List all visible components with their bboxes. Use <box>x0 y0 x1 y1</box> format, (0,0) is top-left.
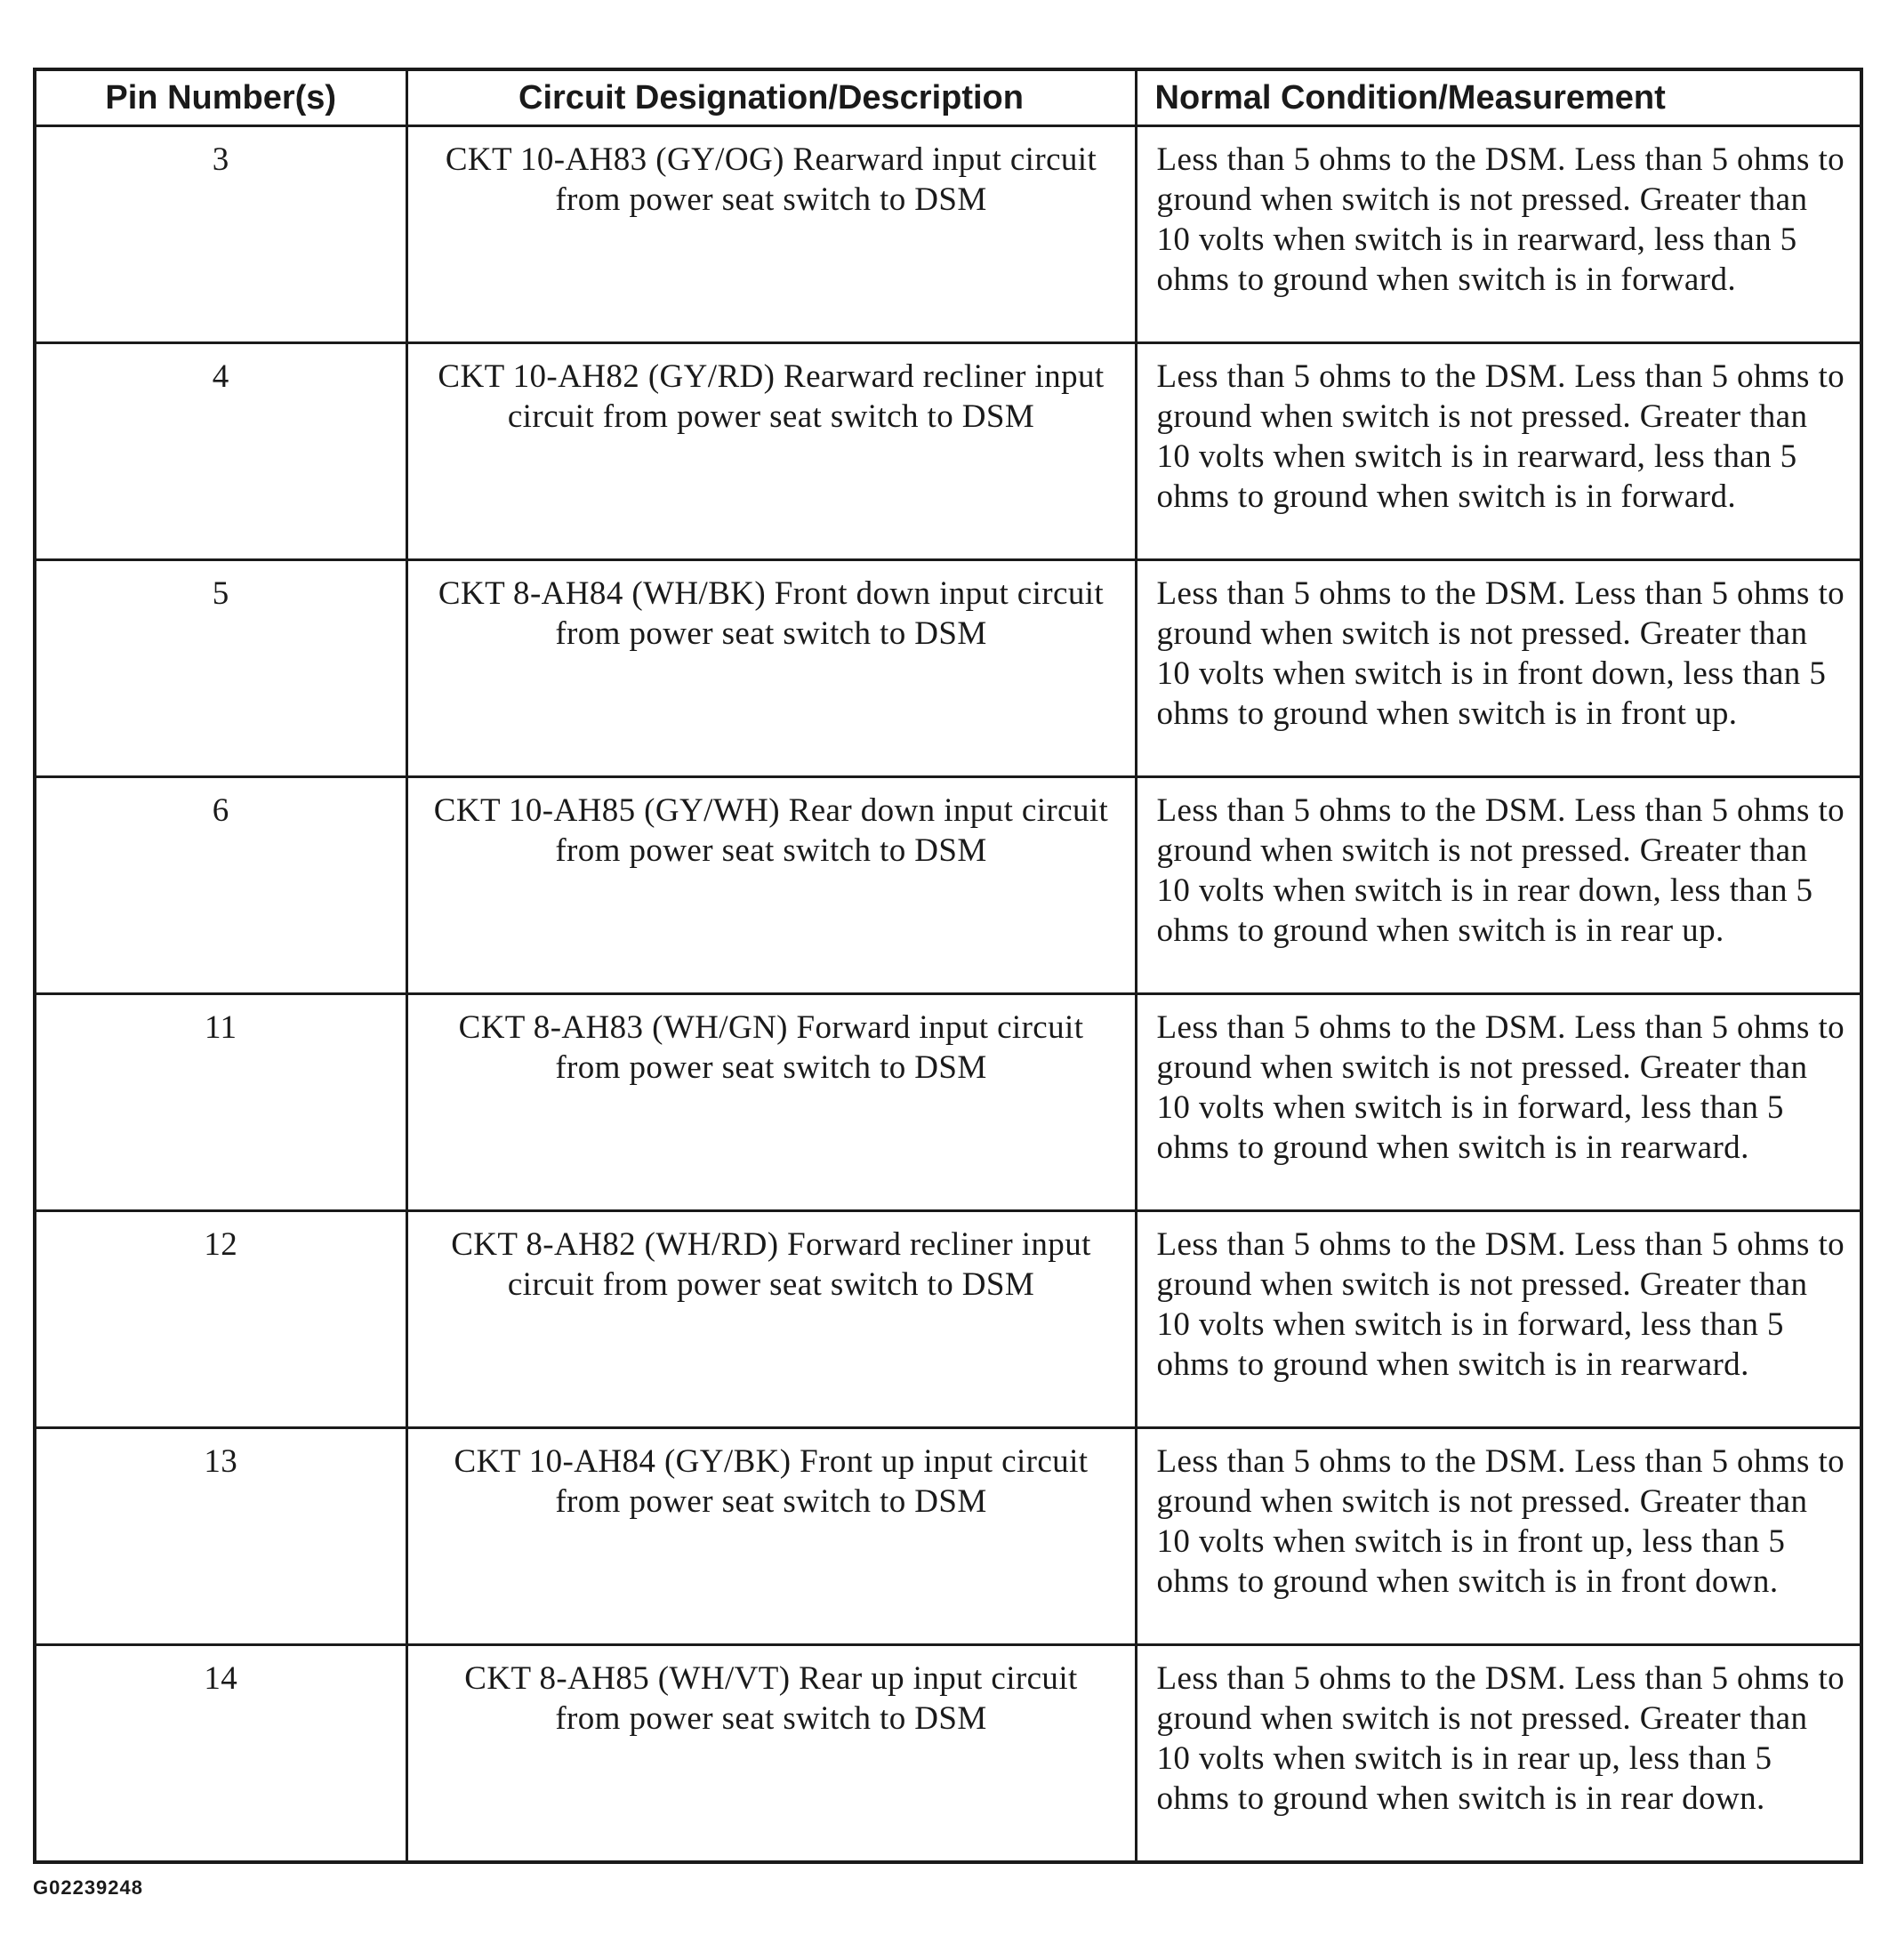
table-row <box>35 126 1861 343</box>
table-row <box>35 1211 1861 1428</box>
normal-condition: Less than 5 ohms to the DSM. Less than 5 ohms to ground when switch is not pressed. Greater than 10 volts when switch is in rearward, less than 5 ohms to ground when switch is in forward. <box>1136 343 1861 560</box>
table-row <box>35 994 1861 1211</box>
table-row <box>35 1645 1861 1862</box>
normal-condition: Less than 5 ohms to the DSM. Less than 5 ohms to ground when switch is not pressed. Greater than 10 volts when switch is in rear down, less than 5 ohms to ground when switch is in rear up. <box>1136 777 1861 994</box>
normal-condition: Less than 5 ohms to the DSM. Less than 5 ohms to ground when switch is not pressed. Greater than 10 volts when switch is in front up, less than 5 ohms to ground when switch is in front down. <box>1136 1428 1861 1645</box>
pin-number: 5 <box>35 560 406 777</box>
header-pin-numbers: Pin Number(s) <box>35 69 406 126</box>
table-row <box>35 343 1861 560</box>
pin-number: 3 <box>35 126 406 343</box>
normal-condition: Less than 5 ohms to the DSM. Less than 5 ohms to ground when switch is not pressed. Greater than 10 volts when switch is in forward, less than 5 ohms to ground when switch is in rearward. <box>1136 1211 1861 1428</box>
pinout-table-container <box>33 68 1860 1864</box>
pin-number: 13 <box>35 1428 406 1645</box>
figure-id: G02239248 <box>33 1876 143 1899</box>
circuit-description: CKT 10-AH84 (GY/BK) Front up input circuit from power seat switch to DSM <box>406 1428 1136 1645</box>
circuit-description: CKT 8-AH83 (WH/GN) Forward input circuit from power seat switch to DSM <box>406 994 1136 1211</box>
normal-condition: Less than 5 ohms to the DSM. Less than 5 ohms to ground when switch is not pressed. Greater than 10 volts when switch is in forward, less than 5 ohms to ground when switch is in rearward. <box>1136 994 1861 1211</box>
table-row <box>35 1428 1861 1645</box>
pin-number: 11 <box>35 994 406 1211</box>
pin-number: 4 <box>35 343 406 560</box>
table-row <box>35 560 1861 777</box>
pin-number: 14 <box>35 1645 406 1862</box>
header-normal-condition: Normal Condition/Measurement <box>1136 69 1861 126</box>
circuit-description: CKT 10-AH83 (GY/OG) Rearward input circuit from power seat switch to DSM <box>406 126 1136 343</box>
circuit-description: CKT 8-AH82 (WH/RD) Forward recliner input circuit from power seat switch to DSM <box>406 1211 1136 1428</box>
circuit-description: CKT 10-AH82 (GY/RD) Rearward recliner input circuit from power seat switch to DSM <box>406 343 1136 560</box>
pin-number: 12 <box>35 1211 406 1428</box>
table-body <box>35 126 1861 1862</box>
normal-condition: Less than 5 ohms to the DSM. Less than 5 ohms to ground when switch is not pressed. Greater than 10 volts when switch is in rear up, less than 5 ohms to ground when switch is in rear down. <box>1136 1645 1861 1862</box>
circuit-description: CKT 8-AH84 (WH/BK) Front down input circuit from power seat switch to DSM <box>406 560 1136 777</box>
normal-condition: Less than 5 ohms to the DSM. Less than 5 ohms to ground when switch is not pressed. Greater than 10 volts when switch is in front down, less than 5 ohms to ground when switch is in front up. <box>1136 560 1861 777</box>
circuit-description: CKT 8-AH85 (WH/VT) Rear up input circuit from power seat switch to DSM <box>406 1645 1136 1862</box>
header-row <box>35 69 1861 126</box>
circuit-description: CKT 10-AH85 (GY/WH) Rear down input circuit from power seat switch to DSM <box>406 777 1136 994</box>
header-circuit-designation: Circuit Designation/Description <box>406 69 1136 126</box>
pin-number: 6 <box>35 777 406 994</box>
table-row <box>35 777 1861 994</box>
table-header <box>35 69 1861 126</box>
pinout-table <box>33 68 1863 1864</box>
normal-condition: Less than 5 ohms to the DSM. Less than 5 ohms to ground when switch is not pressed. Greater than 10 volts when switch is in rearward, less than 5 ohms to ground when switch is in forward. <box>1136 126 1861 343</box>
